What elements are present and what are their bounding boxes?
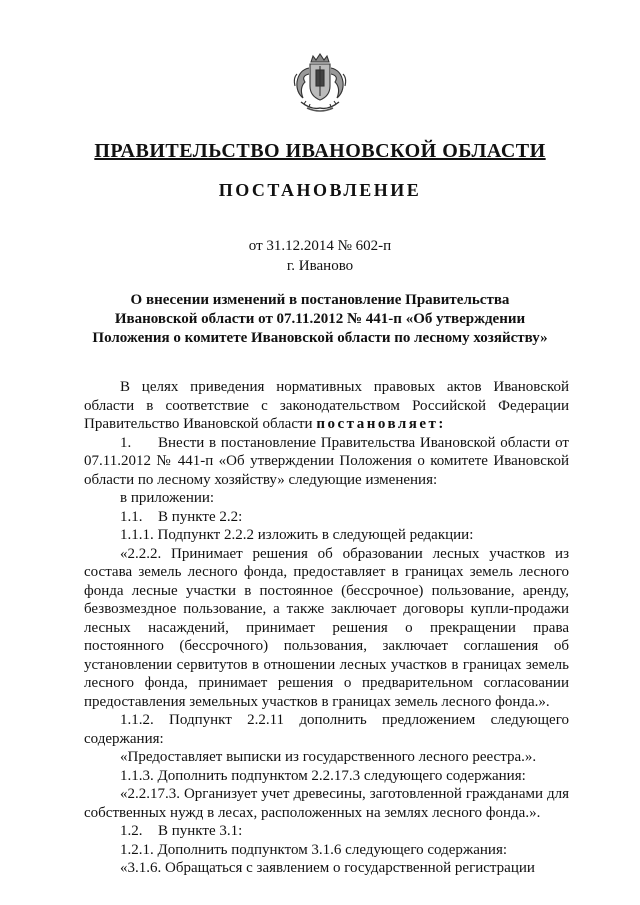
intro-paragraph	[84, 378, 569, 434]
document-type: ПОСТАНОВЛЕНИЕ	[218, 180, 422, 200]
clause-1-2-1: 1.2.1. Дополнить подпунктом 3.1.6 следующего содержания:	[120, 841, 508, 858]
clause-number: 1.1.	[120, 508, 143, 525]
clause-number: 1.2.	[120, 823, 143, 839]
quote-2-2-17-3: «2.2.17.3. Организует учет древесины, заготовленной гражданами для собственных нужд в лесах, расположенных на землях лесного фонда.».	[84, 786, 569, 821]
clause-text: Внести в постановление Правительства Ивановской области от 07.11.2012 № 441-п «Об утверждении Положения о комитете Ивановской области по лесному хозяйству» следующие изменения:	[84, 434, 569, 488]
clause-1-1	[84, 508, 569, 527]
title-line: О внесении изменений в постановление Правительства	[130, 292, 510, 308]
clause-1	[84, 434, 569, 490]
clause-1-1-2: 1.1.2. Подпункт 2.2.11 дополнить предложением следующего содержания:	[84, 712, 569, 747]
clause-number: 1.	[120, 434, 132, 451]
quote-3-1-6: «3.1.6. Обращаться с заявлением о государственной регистрации	[120, 860, 535, 876]
clause-1-1-1: 1.1.1. Подпункт 2.2.2 изложить в следующей редакции:	[120, 527, 474, 543]
title-line: Положения о комитете Ивановской области по лесному хозяйству»	[92, 330, 548, 346]
in-appendix: в приложении:	[120, 490, 215, 506]
city-name: г. Иваново	[286, 258, 354, 274]
document-body	[84, 378, 569, 878]
title-line: Ивановской области от 07.11.2012 № 441-п «Об утверждении	[114, 311, 526, 327]
coat-of-arms-icon	[291, 52, 349, 114]
clause-1-1-3: 1.1.3. Дополнить подпунктом 2.2.17.3 следующего содержания:	[120, 767, 526, 784]
government-name: ПРАВИТЕЛЬСТВО ИВАНОВСКОЙ ОБЛАСТИ	[94, 140, 546, 162]
clause-text: В пункте 3.1:	[158, 823, 243, 839]
quote-2-2-11: «Предоставляет выписки из государственного лесного реестра.».	[120, 749, 537, 765]
clause-1-2	[84, 822, 569, 841]
resolves-word: постановляет:	[316, 416, 446, 432]
clause-text: В пункте 2.2:	[158, 508, 243, 525]
date-number: от 31.12.2014 № 602-п	[248, 238, 392, 254]
quote-2-2-2: «2.2.2. Принимает решения об образовании лесных участков из состава земель лесного фонда, предоставляет в границах земель лесного фонда лесные участки в постоянное (бессрочное) пользование, аренду, безвозмездное пользование, а также заключает договоры купли-продажи лесных насаждений, принимает решения о прекращении права постоянного (бессрочного) пользования, заключает соглашения об установлении сервитутов в отношении лесных участков в границах земель лесного фонда, принимает решения о предварительном согласовании предоставления земельных участков в границах земель лесного фонда.».	[84, 545, 569, 710]
intro-text: В целях приведения нормативных правовых актов Ивановской области в соответствие с законодательством Российской Федерации Правительство Ивановской области	[84, 379, 569, 432]
document-title	[90, 291, 550, 348]
